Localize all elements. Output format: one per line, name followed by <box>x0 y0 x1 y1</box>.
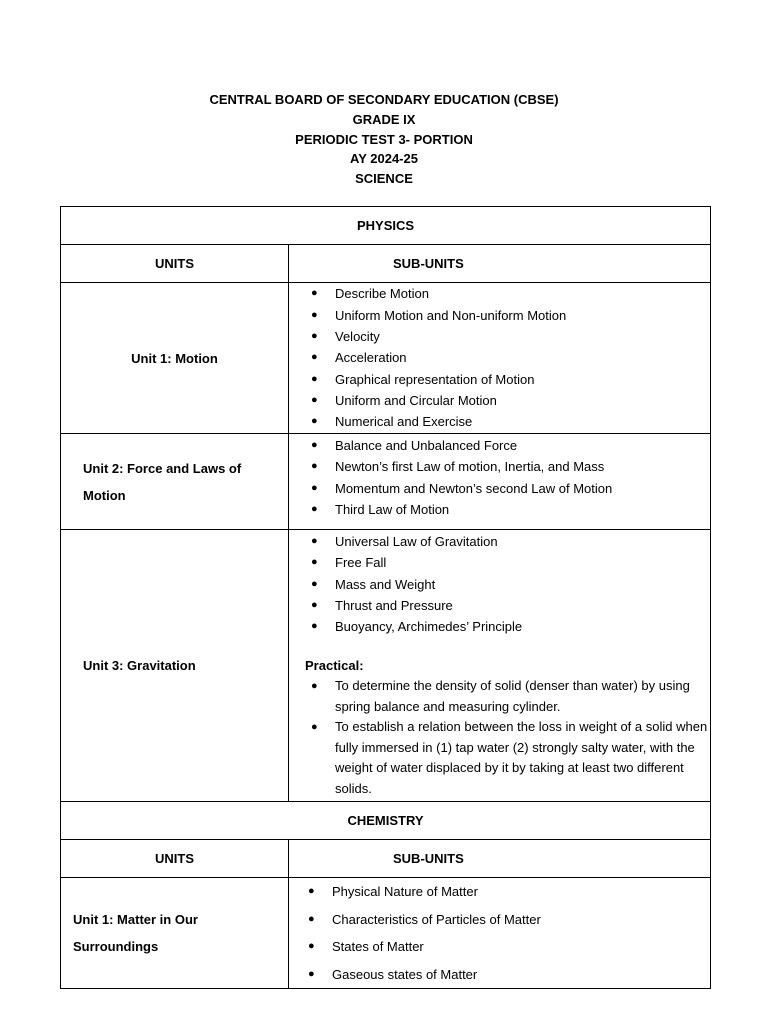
board-title: CENTRAL BOARD OF SECONDARY EDUCATION (CBSE) <box>209 92 559 107</box>
list-item: ● Free Fall <box>289 552 710 573</box>
bullet-icon: ● <box>311 308 318 321</box>
list-item: ● Velocity <box>289 326 710 347</box>
units-column-header: UNITS <box>61 245 289 283</box>
unit-gravitation: Unit 3: Gravitation <box>61 530 289 802</box>
document-header <box>0 90 768 189</box>
chemistry-section-heading: CHEMISTRY <box>61 802 711 840</box>
bullet-icon: ● <box>311 577 318 590</box>
bullet-icon: ● <box>311 372 318 385</box>
bullet-icon: ● <box>308 885 315 897</box>
bullet-icon: ● <box>311 393 318 406</box>
grade-title: GRADE IX <box>352 111 416 127</box>
bullet-icon: ● <box>311 439 318 451</box>
bullet-icon: ● <box>311 287 318 300</box>
list-item: ● Gaseous states of Matter <box>289 961 710 989</box>
list-item: ● Thrust and Pressure <box>289 595 710 616</box>
list-item: ● Acceleration <box>289 347 710 368</box>
list-item: ● Third Law of Motion <box>289 499 710 520</box>
subunits-cell <box>289 434 711 530</box>
bullet-icon: ● <box>311 620 318 633</box>
list-item: ● Mass and Weight <box>289 574 710 595</box>
subunits-cell <box>289 530 711 802</box>
list-item: ● Describe Motion <box>289 283 710 304</box>
list-item: ● Uniform Motion and Non-uniform Motion <box>289 305 710 326</box>
list-item: ● Graphical representation of Motion <box>289 369 710 390</box>
list-item: ● Balance and Unbalanced Force <box>289 435 710 456</box>
list-item: ● Physical Nature of Matter <box>289 878 710 906</box>
test-title: PERIODIC TEST 3- PORTION <box>295 131 473 147</box>
bullet-icon: ● <box>311 460 318 473</box>
practical-heading: Practical: <box>305 658 364 674</box>
list-item: ● To determine the density of solid (denser than water) by using spring balance and measuring cylinder. <box>311 678 690 714</box>
list-item: ● Newton’s first Law of motion, Inertia, and Mass <box>289 456 710 477</box>
academic-year: AY 2024-25 <box>350 151 418 167</box>
list-item: ● Characteristics of Particles of Matter <box>289 906 710 934</box>
unit-force-laws: Unit 2: Force and Laws of Motion <box>61 434 289 530</box>
list-item: ● To establish a relation between the loss in weight of a solid when fully immersed in (1) tap water (2) strongly salty water, with the weight of water displaced by it by taking at least two different solids. <box>311 719 708 796</box>
bullet-icon: ● <box>311 598 318 611</box>
subunits-cell <box>289 283 711 434</box>
bullet-icon: ● <box>311 556 318 569</box>
list-item: ● States of Matter <box>289 933 710 961</box>
subject-title: SCIENCE <box>355 171 413 187</box>
list-item: ● Universal Law of Gravitation <box>289 531 710 552</box>
bullet-icon: ● <box>311 721 318 734</box>
physics-table <box>60 206 711 989</box>
subunits-column-header: SUB-UNITS <box>289 245 711 283</box>
physics-section-heading: PHYSICS <box>61 207 711 245</box>
bullet-icon: ● <box>311 481 318 494</box>
units-column-header: UNITS <box>61 840 289 878</box>
bullet-icon: ● <box>308 940 315 952</box>
bullet-icon: ● <box>308 912 315 925</box>
list-item: ● Uniform and Circular Motion <box>289 390 710 411</box>
list-item: ● Numerical and Exercise <box>289 411 710 432</box>
unit-motion: Unit 1: Motion <box>61 283 289 434</box>
bullet-icon: ● <box>311 535 318 547</box>
bullet-icon: ● <box>311 502 318 515</box>
bullet-icon: ● <box>311 330 318 343</box>
bullet-icon: ● <box>311 680 318 693</box>
bullet-icon: ● <box>311 351 318 364</box>
bullet-icon: ● <box>311 415 318 428</box>
unit-matter-surroundings: Unit 1: Matter in Our Surroundings <box>61 878 289 989</box>
subunits-column-header: SUB-UNITS <box>289 840 711 878</box>
bullet-icon: ● <box>308 967 315 980</box>
list-item: ● Buoyancy, Archimedes’ Principle <box>289 616 710 637</box>
subunits-cell <box>289 878 711 989</box>
list-item: ● Momentum and Newton’s second Law of Motion <box>289 478 710 499</box>
